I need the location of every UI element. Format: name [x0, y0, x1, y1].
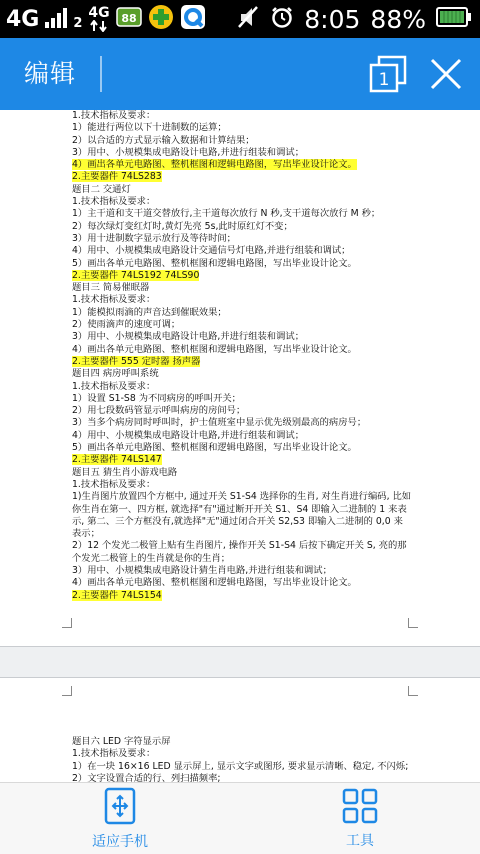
document-line: [72, 417, 412, 429]
line-text: 1.技术指标及要求：: [72, 380, 156, 392]
page-text: [72, 736, 412, 782]
page-corner-mark: [408, 686, 418, 696]
document-line: [72, 405, 412, 417]
mute-icon: [236, 5, 260, 33]
document-line: [72, 467, 412, 479]
highlighted-text: 2.主要器件 74LS192 74LS90: [72, 269, 200, 281]
fit-phone-button[interactable]: [50, 783, 190, 854]
line-text: 4）用中、小规模集成电路设计电路,并进行组装和调试；: [72, 429, 304, 441]
data-arrows-icon: [88, 4, 110, 32]
document-page: [0, 678, 480, 782]
page-separator: [0, 646, 480, 678]
line-text: 2）文字设置合适的行、列扫描频率;: [72, 772, 221, 782]
document-line: [72, 233, 412, 245]
document-line: [72, 208, 412, 220]
document-line: [72, 430, 412, 442]
document-line: [72, 442, 412, 454]
line-text: 题目三 简易催眠器: [72, 282, 150, 294]
document-line: [72, 159, 412, 171]
line-text: 1.技术指标及要求：: [72, 478, 156, 490]
line-text: 题目四 病房呼叫系统: [72, 368, 159, 380]
document-line: [72, 171, 412, 183]
sim-slot-label: 2: [73, 16, 83, 31]
document-line: [72, 270, 412, 282]
line-text: 1.技术指标及要求：: [72, 196, 156, 208]
line-text: 1）设置 S1-S8 为不同病房的呼叫开关；: [72, 392, 241, 404]
line-text: 4）用中、小规模集成电路设计交通信号灯电路,并进行组装和调试；: [72, 245, 351, 257]
page-title: 编辑: [24, 59, 77, 88]
line-text: 题目二 交通灯: [72, 183, 131, 195]
document-line: [72, 356, 412, 368]
status-right: [236, 0, 472, 38]
pages-icon: [368, 54, 408, 94]
line-text: 2）12 个发光二极管上贴有生肖图片, 操作开关 S1-S4 后按下确定开关 S, 亮的那个发光二极管上的生肖就是你的生肖；: [72, 540, 407, 564]
line-text: 5）画出各单元电路图、整机框图和逻辑电路图，写出毕业设计论文。: [72, 257, 357, 269]
document-line: [72, 577, 412, 589]
highlighted-text: 2.主要器件 555 定时器 扬声器: [72, 355, 201, 367]
network-label-2: 4G: [88, 4, 110, 21]
tools-label: 工具: [346, 833, 374, 849]
line-text: 5）画出各单元电路图、整机框图和逻辑电路图，写出毕业设计论文。: [72, 442, 357, 454]
page-text: [72, 110, 412, 602]
document-line: [72, 184, 412, 196]
document-line: [72, 736, 412, 748]
document-line: [72, 282, 412, 294]
tools-grid-icon: [342, 788, 378, 824]
document-line: [72, 319, 412, 331]
close-icon: [429, 57, 463, 91]
document-line: [72, 381, 412, 393]
line-text: 题目五 猜生肖小游戏电路: [72, 466, 178, 478]
line-text: 1.技术指标及要求：: [72, 110, 156, 121]
page-corner-mark: [62, 686, 72, 696]
document-line: [72, 454, 412, 466]
network-label: 4G: [6, 6, 40, 32]
clock: 8:05: [304, 4, 361, 34]
line-text: 1）能进行两位以下十进制数的运算；: [72, 122, 227, 134]
document-line: [72, 761, 412, 773]
document-line: [72, 590, 412, 602]
document-line: [72, 565, 412, 577]
line-text: 1）能模拟雨滴的声音达到催眠效果；: [72, 306, 227, 318]
highlighted-text: 2.主要器件 74LS147: [72, 454, 162, 466]
plus-app-icon: [148, 4, 174, 34]
battery-percent: 88%: [370, 4, 426, 34]
svg-text:88: 88: [121, 12, 137, 25]
line-text: 4）画出各单元电路图、整机框图和逻辑电路图，写出毕业设计论文。: [72, 577, 357, 589]
line-text: 2）使雨滴声的速度可调；: [72, 319, 181, 331]
line-text: 3）用十进制数字显示放行及等待时间；: [72, 232, 236, 244]
line-text: 3）用中、小规模集成电路设计电路,并进行组装和调试；: [72, 331, 304, 343]
document-line: [72, 773, 412, 782]
highlighted-text: 4）画出各单元电路图、整机框图和逻辑电路图，写出毕业设计论文。: [72, 159, 357, 171]
line-text: 3）当多个病房同时呼叫时，护士值班室中显示优先级别最高的病房号；: [72, 417, 367, 429]
highlighted-text: 2.主要器件 74LS154: [72, 589, 162, 601]
document-line: [72, 344, 412, 356]
signal-icon: [45, 6, 71, 32]
browser-app-icon: [180, 4, 206, 34]
line-text: 4）画出各单元电路图、整机框图和逻辑电路图，写出毕业设计论文。: [72, 343, 357, 355]
line-text: 1.技术指标及要求：: [72, 748, 156, 760]
fit-phone-label: 适应手机: [92, 834, 148, 850]
line-text: 1）在一块 16×16 LED 显示屏上, 显示文字或图形, 要求显示清晰、稳定, 不闪烁;: [72, 760, 409, 772]
document-line: [72, 307, 412, 319]
pages-button[interactable]: [358, 38, 418, 110]
document-line: [72, 748, 412, 760]
document-line: [72, 331, 412, 343]
page-corner-mark: [408, 618, 418, 628]
document-line: [72, 110, 412, 122]
app-bar: [0, 38, 480, 110]
line-text: 1)生肖图片放置四个方框中, 通过开关 S1-S4 选择你的生肖, 对生肖进行编码, 比如你生肖在第一、四方框, 就选择"有"通过断开开关 S1、S4 即输入二进制的 1 来表示, 第二、三个方框没有,就选择"无"通过闭合开关 S2,S3 即输入二进制的 0,0 来表示；: [72, 491, 412, 540]
document-page: [0, 110, 480, 646]
title-divider: [100, 56, 102, 92]
page-corner-mark: [62, 618, 72, 628]
document-line: [72, 368, 412, 380]
document-viewport[interactable]: [0, 110, 480, 782]
document-line: [72, 540, 412, 565]
close-button[interactable]: [416, 38, 476, 110]
document-line: [72, 491, 412, 540]
line-text: 3）用中、小规模集成电路设计猜生肖电路,并进行组装和调试；: [72, 564, 332, 576]
alarm-icon: [270, 5, 294, 33]
document-line: [72, 258, 412, 270]
document-line: [72, 479, 412, 491]
document-line: [72, 393, 412, 405]
line-text: 1.技术指标及要求：: [72, 294, 156, 306]
line-text: 2）用七段数码管显示呼叫病房的房间号；: [72, 405, 246, 417]
line-text: 2）以合适的方式显示输入数据和计算结果；: [72, 134, 255, 146]
tools-button[interactable]: [290, 783, 430, 854]
battery-icon: [436, 7, 472, 31]
line-text: 1）主干道和支干道交替放行,主干道每次放行 N 秒,支干道每次放行 M 秒；: [72, 208, 381, 220]
document-line: [72, 245, 412, 257]
document-line: [72, 221, 412, 233]
document-line: [72, 122, 412, 134]
line-text: 题目六 LED 字符显示屏: [72, 736, 171, 747]
document-line: [72, 294, 412, 306]
status-bar: [0, 0, 480, 38]
game-app-icon: [116, 6, 142, 32]
highlighted-text: 2.主要器件 74LS283: [72, 171, 162, 183]
bottom-toolbar: [0, 782, 480, 854]
document-line: [72, 196, 412, 208]
document-line: [72, 147, 412, 159]
fit-phone-icon: [104, 787, 136, 825]
status-left: [6, 0, 206, 38]
page-count: 1: [378, 70, 390, 90]
line-text: 2）每次绿灯变红灯时,黄灯先亮 5s,此时原红灯不变；: [72, 220, 293, 232]
document-line: [72, 135, 412, 147]
line-text: 3）用中、小规模集成电路设计电路,并进行组装和调试；: [72, 146, 304, 158]
